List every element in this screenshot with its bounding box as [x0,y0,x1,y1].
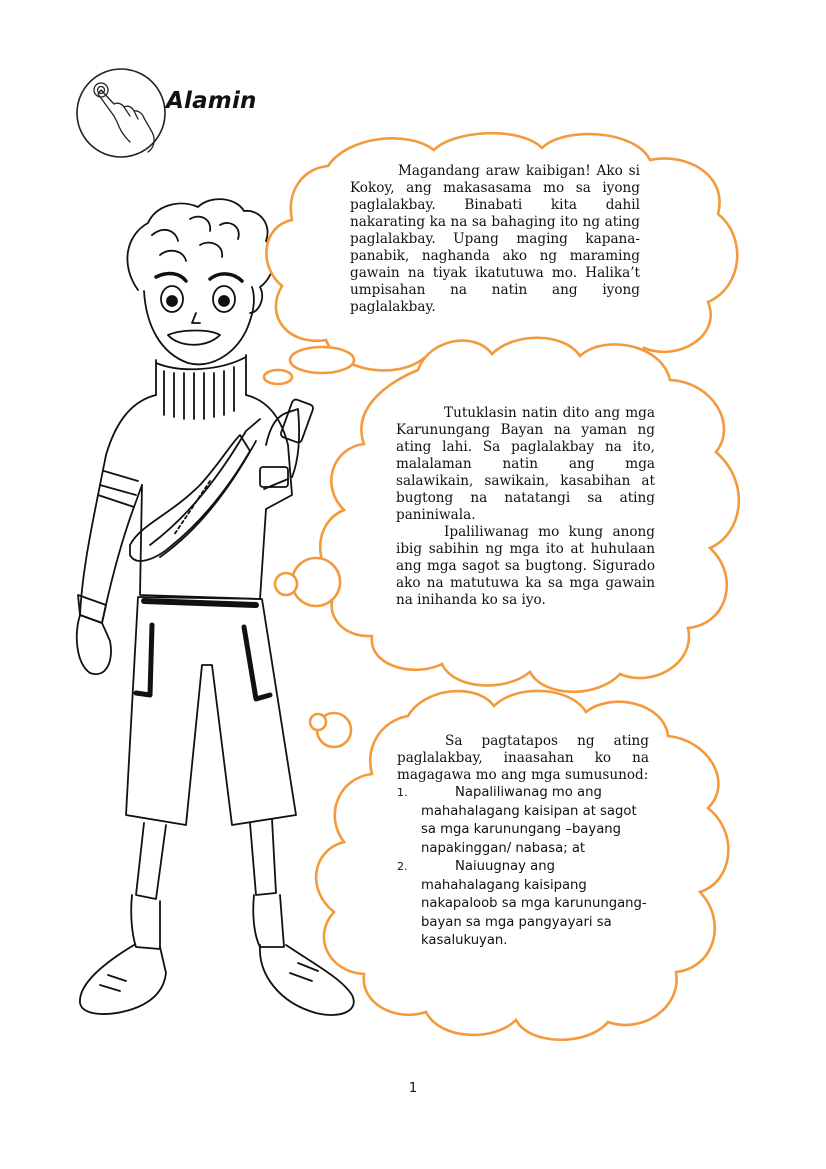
objective-item-1 [397,784,649,858]
page-number: 1 [408,1081,418,1096]
objective-number-1: 1. [397,786,408,799]
bubble2-paragraph-1: Tutuklasin natin dito ang mga Karunungang Bayan na yaman ng ating lahi. Sa paglalakbay na ito, malalaman natin ang mga salawikain, sawikain, kasabihan at bugtong na natatangi sa ating paniniwala. [396,405,655,523]
bubble2-text [396,405,655,609]
bubble3-intro: Sa pagtatapos ng ating paglalakbay, inaasahan ko na magagawa mo ang mga sumusunod: [397,733,649,783]
pointing-finger-tap-icon [74,66,168,160]
section-title: Alamin [166,88,257,114]
bubble3-text [397,733,649,951]
objective-number-2: 2. [397,860,408,873]
objective-item-2 [397,858,649,951]
bubble1-text [350,163,640,316]
bubble1-paragraph: Magandang araw kaibigan! Ako si Kokoy, ang makasasama mo sa iyong paglalakbay. Binabati kita dahil nakarating ka na sa bahaging ito ng ating paglalakbay. Upang maging kapana-panabik, naghanda ako ng maraming gawain na tiyak ikatutuwa mo. Halika’t umpisahan na natin ang iyong paglalakbay. [350,163,640,315]
bubble2-paragraph-2: Ipaliliwanag mo kung anong ibig sabihin ng mga ito at huhulaan ang mga sagot sa bugtong. Sigurado ako na matutuwa ka sa mga gawain na inihanda ko sa iyo. [396,524,655,608]
objective-text-1: Napaliliwanag mo ang mahahalagang kaisipan at sagot sa mga karunungang –bayang napakinggan/ nabasa; at [421,785,637,856]
objective-text-2: Naiuugnay ang mahahalagang kaisipang nakapaloob sa mga karunungang-bayan sa mga pangyayari sa kasalukuyan. [421,859,647,948]
